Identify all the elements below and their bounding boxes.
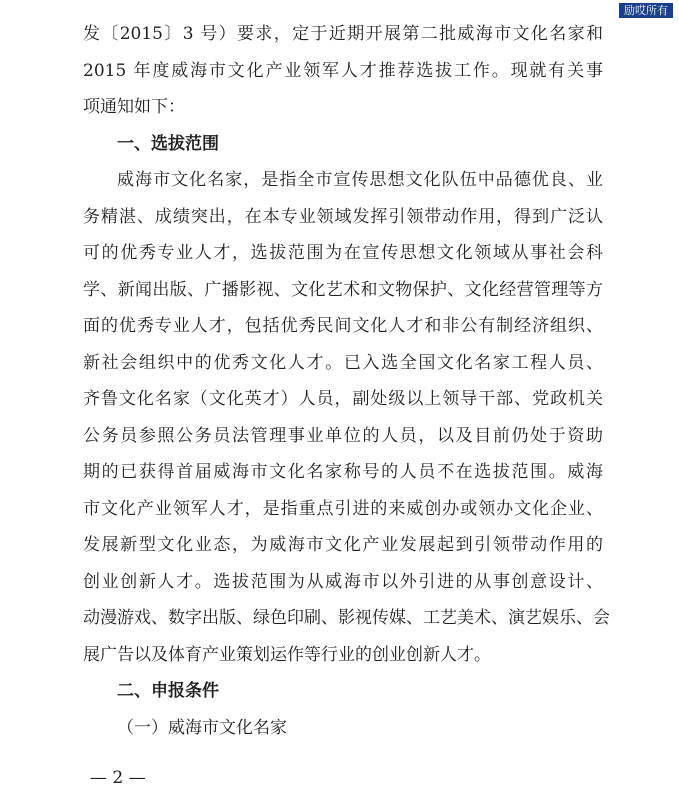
site-watermark-badge: 励哎所有: [619, 3, 673, 18]
body-line: 项通知如下：: [83, 97, 185, 117]
body-line: 齐鲁文化名家（文化英才）人员，副处级以上领导干部、党政机关: [83, 389, 603, 409]
body-line: 威海市文化名家，是指全市宣传思想文化队伍中品德优良、业: [117, 170, 603, 190]
body-line: 动漫游戏、数字出版、绿色印刷、影视传媒、工艺美术、演艺娱乐、会: [83, 608, 610, 628]
body-line: 发〔2015〕3 号）要求，定于近期开展第二批威海市文化名家和: [83, 24, 603, 44]
body-line: 市文化产业领军人才，是指重点引进的来威创办或领办文化企业、: [83, 499, 603, 519]
page-number: — 2 —: [90, 768, 146, 788]
body-line: 发展新型文化业态，为威海市文化产业发展起到引领带动作用的: [83, 535, 603, 555]
subsection-heading: （一）威海市文化名家: [117, 718, 287, 738]
body-line: 可的优秀专业人才，选拔范围为在宣传思想文化领域从事社会科: [83, 243, 603, 263]
body-line: 务精湛、成绩突出，在本专业领域发挥引领带动作用，得到广泛认: [83, 207, 603, 227]
body-line: 学、新闻出版、广播影视、文化艺术和文物保护、文化经营管理等方: [83, 280, 603, 300]
section-heading: 二、申报条件: [117, 681, 219, 701]
body-line: 新社会组织中的优秀文化人才。已入选全国文化名家工程人员、: [83, 353, 603, 373]
body-line: 2015 年度威海市文化产业领军人才推荐选拔工作。现就有关事: [83, 61, 603, 81]
body-line: 公务员参照公务员法管理事业单位的人员，以及目前仍处于资助: [83, 426, 603, 446]
body-line: 创业创新人才。选拔范围为从威海市以外引进的从事创意设计、: [83, 572, 603, 592]
body-line: 期的已获得首届威海市文化名家称号的人员不在选拔范围。威海: [83, 462, 603, 482]
body-line: 展广告以及体育产业策划运作等行业的创业创新人才。: [83, 645, 491, 665]
section-heading: 一、选拔范围: [117, 134, 219, 154]
body-line: 面的优秀专业人才，包括优秀民间文化人才和非公有制经济组织、: [83, 316, 603, 336]
